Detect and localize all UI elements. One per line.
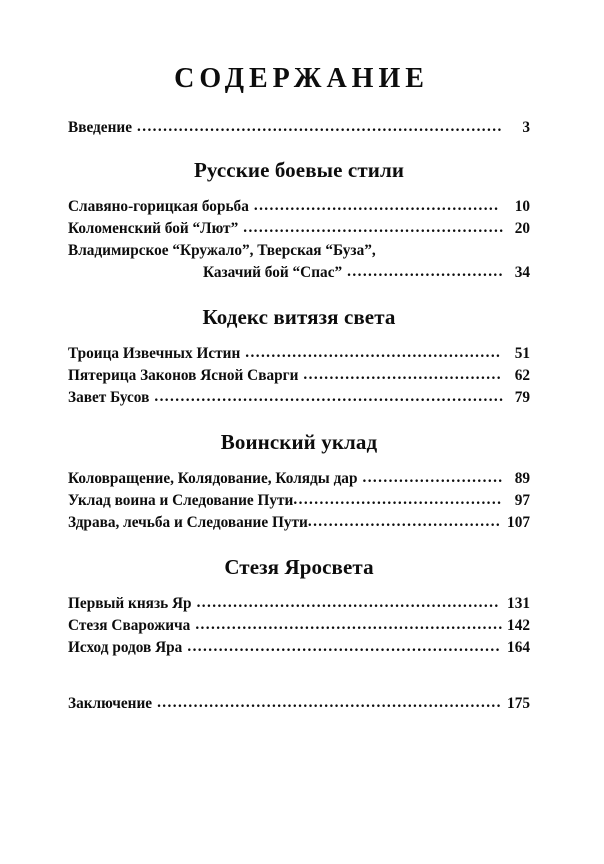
section-heading-warrior-order: Воинский уклад xyxy=(220,429,378,454)
toc-entry-label: Заключение xyxy=(68,695,153,713)
toc-entry[interactable] xyxy=(68,387,530,409)
toc-entry-label: Завет Бусов xyxy=(68,388,150,406)
toc-entry[interactable] xyxy=(68,637,530,659)
toc-entry-page: 175 xyxy=(507,695,530,713)
dot-leader: .......................................................... xyxy=(196,594,500,612)
section-heading-knight-of-light-codex: Кодекс витязя света xyxy=(202,304,396,329)
toc-entry-label: Казачий бой “Спас” xyxy=(203,263,343,281)
toc-entry-page: 3 xyxy=(522,118,530,136)
dot-leader: ........................................................... xyxy=(195,616,504,634)
toc-entry-continuation[interactable] xyxy=(68,262,530,284)
toc-entry-page: 107 xyxy=(507,514,530,532)
toc-entry-conclusion[interactable] xyxy=(68,693,530,715)
toc-entry-page: 79 xyxy=(514,388,530,406)
dot-leader: ................................................................... xyxy=(154,387,504,405)
toc-entry-page: 97 xyxy=(514,492,530,510)
spacer xyxy=(68,95,530,117)
toc-entry[interactable] xyxy=(68,468,530,490)
spacer xyxy=(68,659,530,693)
spacer xyxy=(68,329,530,343)
section-heading-path-of-yarosvet: Стезя Яросвета xyxy=(224,555,374,580)
dot-leader: ........................... xyxy=(362,469,504,487)
toc-entry[interactable] xyxy=(68,240,530,262)
dot-leader: ............................................................ xyxy=(187,638,501,656)
toc-content xyxy=(68,0,530,715)
toc-entry-page: 20 xyxy=(514,219,530,237)
section-heading-russian-combat-styles: Русские боевые стили xyxy=(193,157,405,182)
dot-leader: ........................................ xyxy=(293,491,503,509)
toc-entry-label: Владимирское “Кружало”, Тверская “Буза”, xyxy=(68,241,376,259)
toc-entry-label: Славяно-горицкая борьба xyxy=(68,197,249,215)
toc-entry-page: 142 xyxy=(507,617,530,635)
toc-entry-label: Исход родов Яра xyxy=(68,639,183,657)
toc-entry-page: 34 xyxy=(514,263,530,281)
dot-leader: ................................................. xyxy=(245,343,502,361)
dot-leader: ...................................... xyxy=(303,365,502,383)
toc-entry-label: Коловращение, Колядование, Коляды дар xyxy=(68,470,358,488)
toc-entry-page: 10 xyxy=(514,197,530,215)
dot-leader: .................................................. xyxy=(243,218,504,236)
spacer xyxy=(68,409,530,431)
page-title: СОДЕРЖАНИЕ xyxy=(174,63,429,94)
dot-leader: .............................. xyxy=(347,262,504,280)
toc-entry[interactable] xyxy=(68,615,530,637)
dot-leader: .................................................................. xyxy=(157,694,502,712)
spacer xyxy=(68,139,530,159)
toc-entry-label: Здрава, лечьба и Следование Пути xyxy=(68,514,308,532)
toc-entry[interactable] xyxy=(68,365,530,387)
toc-entry-label: Первый князь Яр xyxy=(68,595,192,613)
spacer xyxy=(68,284,530,306)
toc-entry[interactable] xyxy=(68,218,530,240)
toc-entry-label: Троица Извечных Истин xyxy=(68,344,241,362)
toc-entry-page: 89 xyxy=(514,470,530,488)
toc-entry-introduction[interactable] xyxy=(68,117,530,139)
toc-entry-label: Коломенский бой “Лют” xyxy=(68,219,239,237)
toc-entry[interactable] xyxy=(68,512,530,534)
dot-leader: ...................................................................... xyxy=(137,117,503,135)
toc-entry-page: 62 xyxy=(514,366,530,384)
toc-entry-page: 164 xyxy=(507,639,530,657)
toc-entry-page: 131 xyxy=(507,595,530,613)
toc-entry[interactable] xyxy=(68,196,530,218)
toc-entry[interactable] xyxy=(68,343,530,365)
toc-entry-page: 51 xyxy=(514,344,530,362)
dot-leader: ..................................... xyxy=(307,513,502,531)
toc-entry[interactable] xyxy=(68,490,530,512)
toc-entry-label: Пятерица Законов Ясной Сварги xyxy=(68,366,299,384)
dot-leader: ............................................... xyxy=(253,196,500,214)
spacer xyxy=(68,454,530,468)
spacer xyxy=(68,579,530,593)
toc-entry-label: Стезя Сварожича xyxy=(68,617,191,635)
toc-entry-label: Уклад воина и Следование Пути xyxy=(68,492,294,510)
spacer xyxy=(68,534,530,556)
spacer xyxy=(68,182,530,196)
toc-entry[interactable] xyxy=(68,593,530,615)
toc-entry-label: Введение xyxy=(68,118,132,136)
